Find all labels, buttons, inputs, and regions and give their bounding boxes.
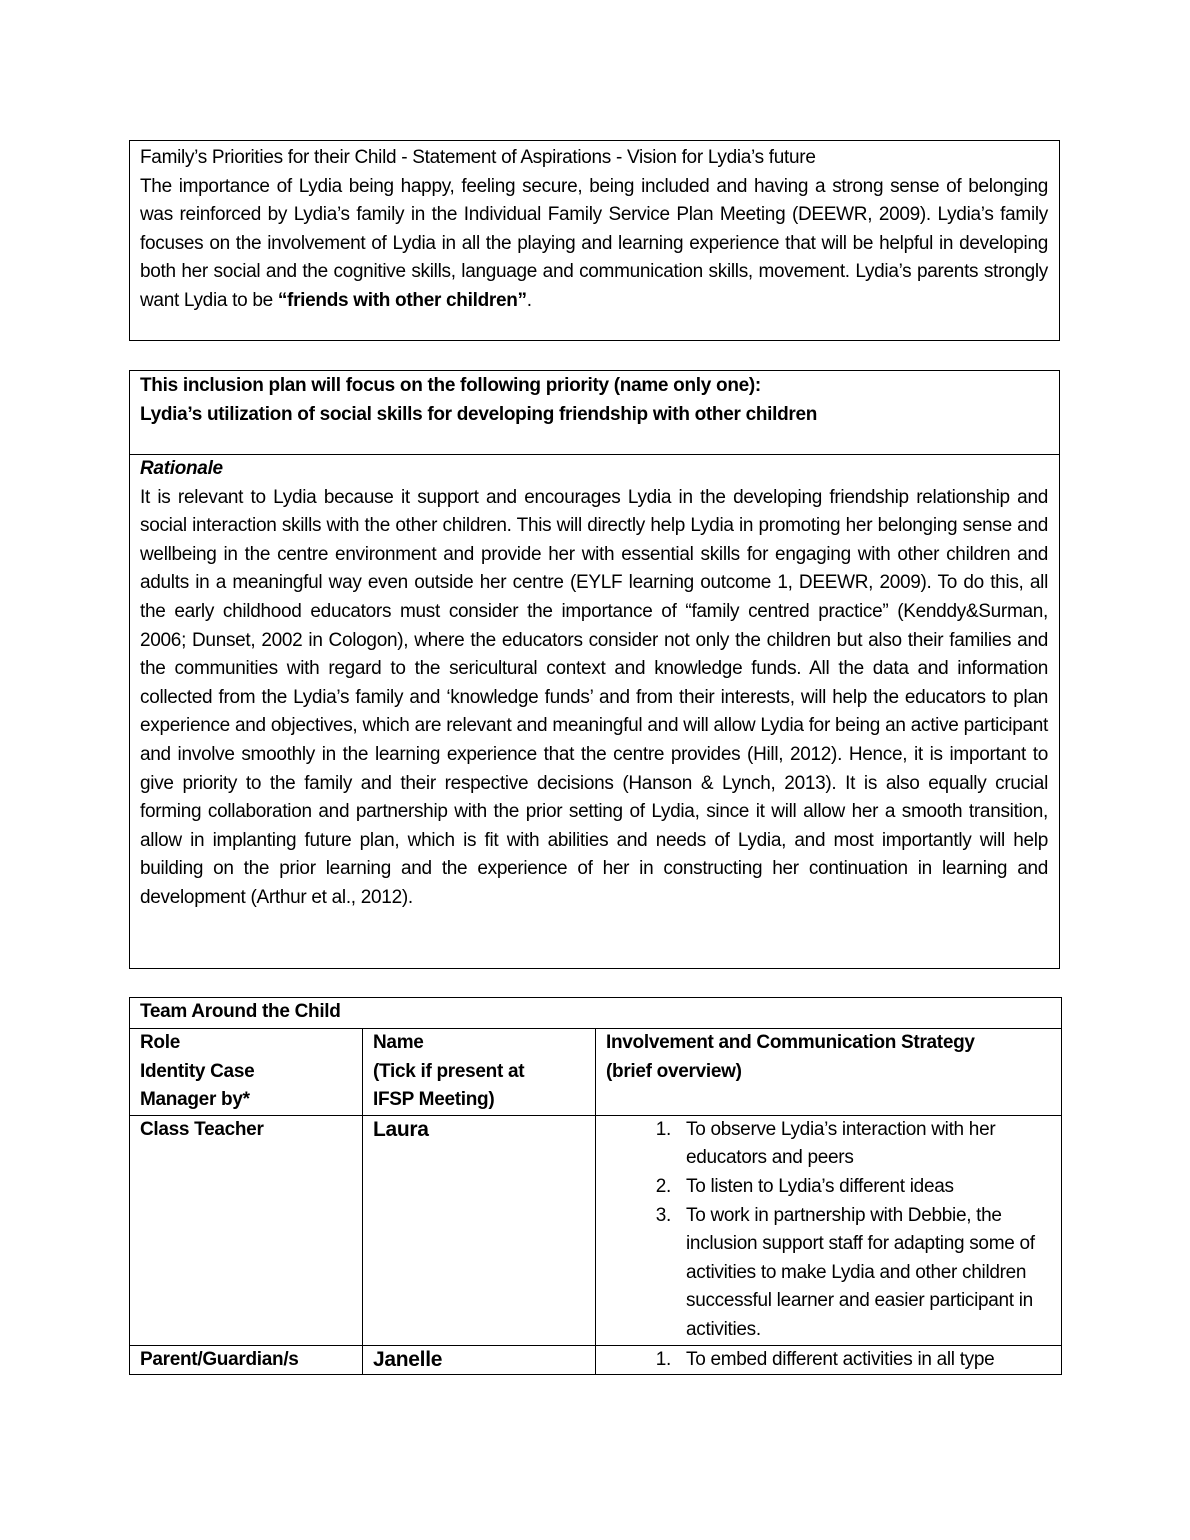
aspirations-end: . xyxy=(526,289,532,311)
rationale-block xyxy=(130,455,1059,913)
aspirations-heading: Family’s Priorities for their Child - Statement of Aspirations - Vision for Lydia’s future xyxy=(140,147,816,168)
priority-value: Lydia’s utilization of social skills for developing friendship with other children xyxy=(140,403,818,425)
team-row xyxy=(130,1345,1062,1375)
strategy-item: 1. To embed different activities in all type xyxy=(676,1346,1051,1375)
header-name-line: IFSP Meeting) xyxy=(373,1089,495,1111)
team-table xyxy=(129,997,1062,1375)
strategy-list xyxy=(606,1346,1051,1375)
header-strategy xyxy=(596,1029,1062,1116)
row-role: Parent/Guardian/s xyxy=(130,1345,363,1375)
strategy-item: 1. To observe Lydia’s interaction with her educators and peers xyxy=(676,1116,1051,1173)
header-role xyxy=(130,1029,363,1116)
header-name-line: Name xyxy=(373,1032,424,1053)
aspirations-body xyxy=(140,173,1048,316)
aspirations-body-text: The importance of Lydia being happy, feeling secure, being included and having a strong sense of belonging was reinforced by Lydia’s family in the Individual Family Service Plan Meeting (DEEWR, 2009). Lydia’s family focuses on the involvement of Lydia in all the playing and learning experience that will be helpful in developing both her social and the cognitive skills, language and communication skills, movement. Lydia’s parents strongly want Lydia to be xyxy=(140,175,1048,311)
header-strategy-line: Involvement and Communication Strategy xyxy=(606,1032,975,1053)
team-title-row xyxy=(130,998,1062,1029)
header-strategy-line: (brief overview) xyxy=(606,1060,742,1082)
row-strategy xyxy=(596,1345,1062,1375)
row-name: Janelle xyxy=(363,1345,596,1375)
strategy-item: 3. To work in partnership with Debbie, the inclusion support staff for adapting some of activities to make Lydia and other children successful learner and easier participant in activities. xyxy=(676,1202,1051,1345)
header-role-line: Identity Case xyxy=(140,1060,255,1082)
aspirations-section xyxy=(129,140,1060,341)
rationale-text: It is relevant to Lydia because it support and encourages Lydia in the developing friendship relationship and social interaction skills with the other children. This will directly help Lydia in promoting her belonging sense and wellbeing in the centre environment and provide her with essential skills for engaging with other children and adults in a meaningful way even outside her centre (EYLF learning outcome 1, DEEWR, 2009). To do this, all the early childhood educators must consider the importance of “family centred practice” (Kenddy&Surman, 2006; Dunset, 2002 in Cologon), where the educators consider not only the children but also their families and the communities with regard to the sericultural context and knowledge funds. All the data and information collected from the Lydia’s family and ‘knowledge funds’ and from their interests, will help the educators to plan experience and objectives, which are relevant and meaningful and will allow Lydia for being an active participant and involve smoothly in the learning experience that the centre provides (Hill, 2012). Hence, it is important to give priority to the family and their respective decisions (Hanson & Lynch, 2013). It is also equally crucial forming collaboration and partnership with the prior setting of Lydia, since it will allow her a smooth transition, allow in implanting future plan, which is fit with abilities and needs of Lydia, and most importantly will help building on the prior learning and the experience of her in constructing her continuation in learning and development (Arthur et al., 2012). xyxy=(140,486,1048,908)
team-title: Team Around the Child xyxy=(130,998,1062,1029)
row-role: Class Teacher xyxy=(130,1115,363,1345)
aspirations-quote: “friends with other children” xyxy=(277,289,527,311)
row-name: Laura xyxy=(363,1115,596,1345)
strategy-item: 2. To listen to Lydia’s different ideas xyxy=(676,1173,1051,1202)
priority-heading-block xyxy=(130,371,1059,455)
team-row xyxy=(130,1115,1062,1345)
strategy-list xyxy=(606,1116,1051,1345)
header-role-line: Manager by* xyxy=(140,1089,250,1111)
header-role-line: Role xyxy=(140,1032,180,1053)
rationale-label: Rationale xyxy=(140,458,223,479)
priority-section xyxy=(129,370,1060,969)
header-name xyxy=(363,1029,596,1116)
team-header-row xyxy=(130,1029,1062,1116)
priority-heading: This inclusion plan will focus on the following priority (name only one): xyxy=(140,375,761,396)
row-strategy xyxy=(596,1115,1062,1345)
header-name-line: (Tick if present at xyxy=(373,1060,525,1082)
